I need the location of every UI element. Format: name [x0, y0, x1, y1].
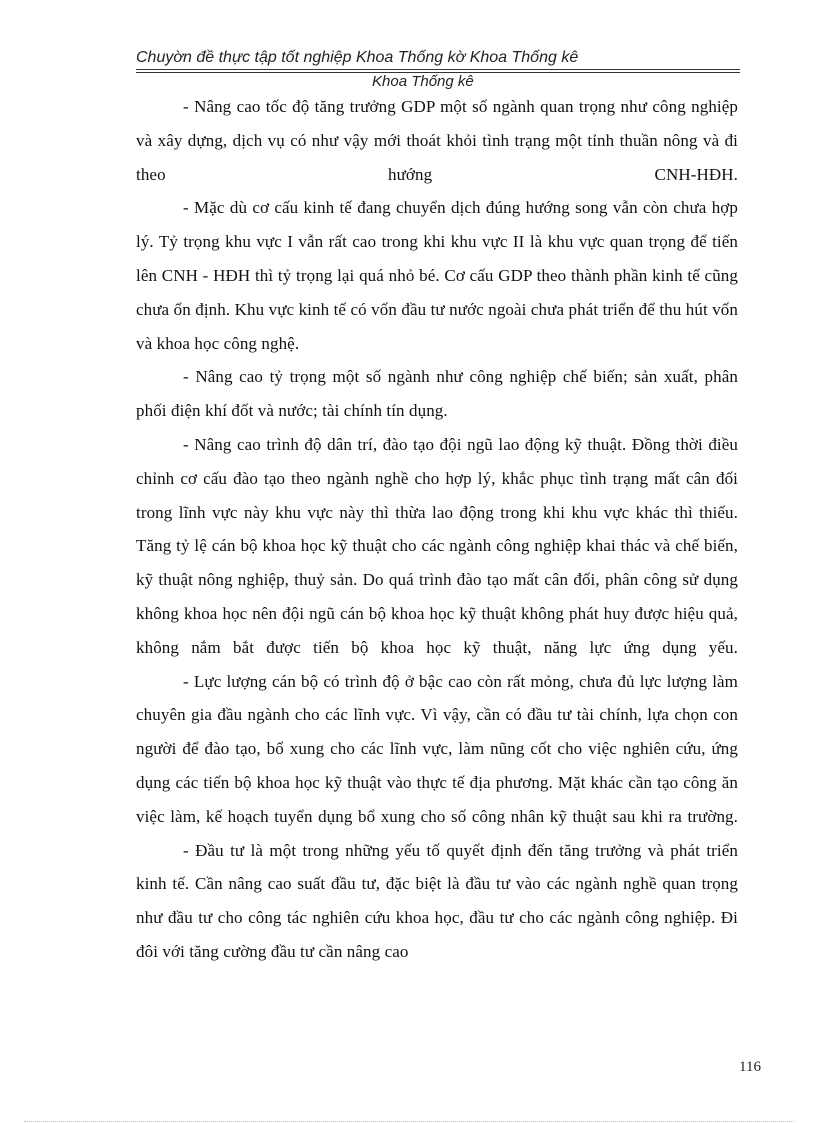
header-divider-top — [136, 69, 740, 70]
page-bottom-border — [24, 1121, 794, 1122]
paragraph-investment: - Đầu tư là một trong những yếu tố quyết định đến tăng trưởng và phát triển kinh tế. Cần nâng cao suất đầu tư, đặc biệt là đầu tư vào các ngành nghề quan trọng như đầu tư cho công tác nghiên cứu khoa học, đầu tư cho các ngành công nghiệp. Đi đôi với tăng cường đầu tư cần nâng cao — [136, 840, 738, 961]
running-header-subtitle: Khoa Thống kê — [372, 73, 474, 90]
running-header-title: Chuyờn đề thực tập tốt nghiệp Khoa Thống kờ Khoa Thống kê — [136, 49, 579, 66]
page-number: 116 — [739, 1059, 761, 1075]
paragraph-education-training: - Nâng cao trình độ dân trí, đào tạo đội ngũ lao động kỹ thuật. Đồng thời điều chỉnh cơ cấu đào tạo theo ngành nghề cho hợp lý, khắc phục tình trạng mất cân đối trong lĩnh vực này khu vực này thì thừa lao động trong khi khu vực khác thì thiếu. Tăng tỷ lệ cán bộ khoa học kỹ thuật cho các ngành công nghiệp khai thác và chế biến, kỹ thuật nông nghiệp, thuỷ sản. Do quá trình đào tạo mất cân đối, phân công sử dụng không khoa học nên đội ngũ cán bộ khoa học kỹ thuật không phát huy được hiệu quả, không nắm bắt được tiến bộ khoa học kỹ thuật, năng lực ứng dụng yếu. — [136, 434, 738, 657]
body-text — [136, 90, 738, 969]
paragraph-gdp-growth: - Nâng cao tốc độ tăng trưởng GDP một số ngành quan trọng như công nghiệp và xây dựng, dịch vụ có như vậy mới thoát khỏi tình trạng một tỉnh thuần nông và đi theo hướng CNH-HĐH. — [136, 97, 738, 184]
paragraph-sector-share: - Nâng cao tỷ trọng một số ngành như công nghiệp chế biến; sản xuất, phân phối điện khí đốt và nước; tài chính tín dụng. — [136, 367, 738, 421]
paragraph-economic-structure: - Mặc dù cơ cấu kinh tế đang chuyển dịch đúng hướng song vẫn còn chưa hợp lý. Tỷ trọng khu vực I vẫn rất cao trong khi khu vực II là khu vực quan trọng để tiến lên CNH - HĐH thì tỷ trọng lại quá nhỏ bé. Cơ cấu GDP theo thành phần kinh tế cũng chưa ổn định. Khu vực kinh tế có vốn đầu tư nước ngoài chưa phát triển để thu hút vốn và khoa học công nghệ. — [136, 198, 738, 353]
paragraph-senior-staff: - Lực lượng cán bộ có trình độ ở bậc cao còn rất mỏng, chưa đủ lực lượng làm chuyên gia đầu ngành cho các lĩnh vực. Vì vậy, cần có đầu tư tài chính, lựa chọn con người để đào tạo, bổ xung cho các lĩnh vực, làm nũng cốt cho việc nghiên cứu, ứng dụng các tiến bộ khoa học kỹ thuật vào thực tế địa phương. Mặt khác cần tạo công ăn việc làm, kế hoạch tuyển dụng bổ xung cho số công nhân kỹ thuật sau khi ra trường. — [136, 671, 738, 826]
